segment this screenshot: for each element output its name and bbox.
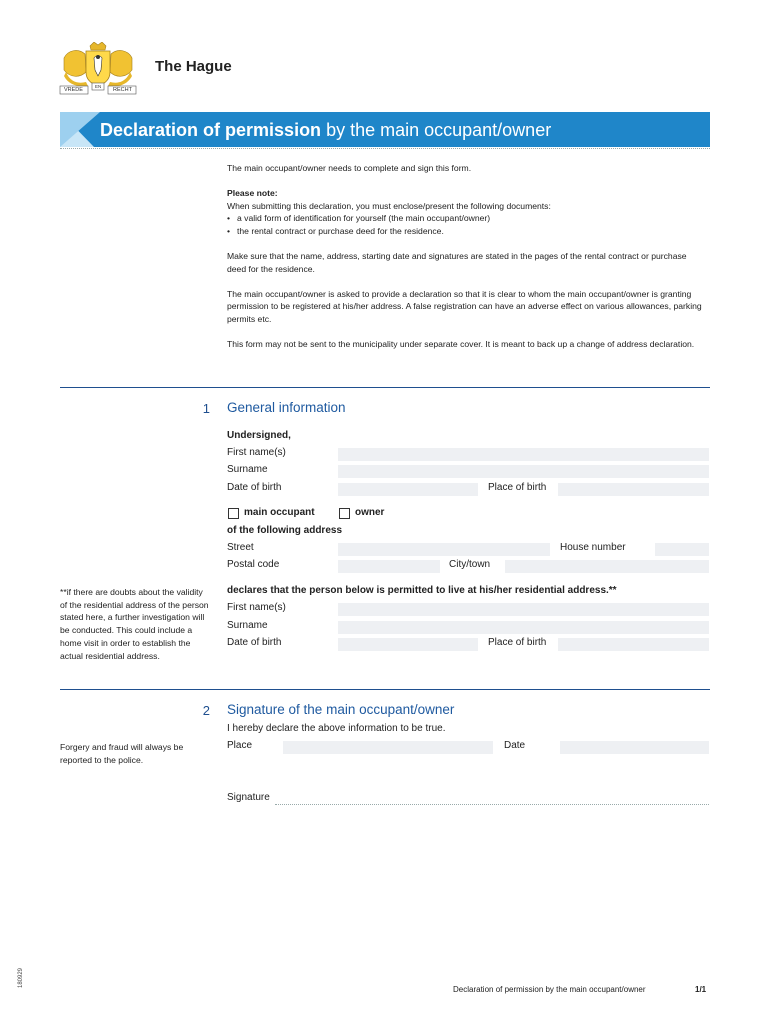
first-names-2-field[interactable]	[338, 603, 709, 616]
first-names-2-label: First name(s)	[227, 602, 286, 613]
postal-code-field[interactable]	[338, 560, 440, 573]
please-note-label: Please note:	[227, 188, 278, 199]
bullet-item: • a valid form of identification for yourself (the main occupant/owner)	[227, 213, 490, 223]
owner-label: owner	[355, 507, 385, 518]
declares-statement: declares that the person below is permitted to live at his/her residential address.**	[227, 585, 617, 596]
street-label: Street	[227, 542, 254, 553]
motto-vrede: VREDE	[64, 87, 83, 93]
intro-text	[227, 162, 707, 363]
section-2-title: Signature of the main occupant/owner	[227, 702, 455, 717]
date-of-birth-field[interactable]	[338, 483, 478, 496]
section-2-divider	[60, 689, 710, 690]
banner-dotted-line	[60, 148, 710, 149]
please-note-text: When submitting this declaration, you must enclose/present the following documents:	[227, 200, 551, 211]
date-field[interactable]	[560, 741, 709, 754]
intro-line: The main occupant/owner needs to complete and sign this form.	[227, 163, 472, 173]
first-names-field[interactable]	[338, 448, 709, 461]
place-field[interactable]	[283, 741, 493, 754]
city-town-label: City/town	[449, 559, 491, 570]
place-label: Place	[227, 740, 253, 751]
date-of-birth-2-label: Date of birth	[227, 637, 282, 648]
section-1-divider	[60, 387, 710, 388]
date-of-birth-2-field[interactable]	[338, 638, 478, 651]
footer-page-number: 1/1	[695, 985, 707, 994]
date-of-birth-label: Date of birth	[227, 482, 282, 493]
owner-checkbox[interactable]	[339, 508, 350, 519]
page-title-bold: Declaration of permission	[100, 120, 322, 140]
side-note-forgery: Forgery and fraud will always be reported to the police.	[60, 742, 184, 765]
surname-label: Surname	[227, 464, 268, 475]
signature-label: Signature	[227, 792, 270, 803]
place-of-birth-field[interactable]	[558, 483, 709, 496]
motto-recht: RECHT	[113, 87, 132, 93]
form-code: 180929	[18, 967, 24, 988]
motto-en: EN	[95, 84, 102, 89]
title-banner	[60, 112, 710, 147]
place-of-birth-label: Place of birth	[488, 482, 547, 493]
intro-paragraph-2: Make sure that the name, address, starting date and signatures are stated in the pages of the rental contract or purchase deed for the residence.	[227, 250, 687, 274]
section-1-title: General information	[227, 400, 346, 415]
page-title	[100, 120, 551, 141]
street-field[interactable]	[338, 543, 550, 556]
date-label: Date	[504, 740, 526, 751]
footer-document-title: Declaration of permission by the main occupant/owner	[453, 985, 646, 994]
postal-code-label: Postal code	[227, 559, 280, 570]
city-name: The Hague	[155, 58, 232, 75]
surname-2-label: Surname	[227, 620, 268, 631]
main-occupant-label: main occupant	[244, 507, 315, 518]
side-note-residential-check: **if there are doubts about the validity of the residential address of the person stated here, a further investigation will be conducted. This could include a home visit in order to establish the actual residential address.	[60, 587, 209, 661]
city-town-field[interactable]	[505, 560, 709, 573]
bullet-item: • the rental contract or purchase deed for the residence.	[227, 226, 444, 236]
city-coat-of-arms-logo	[58, 42, 138, 96]
undersigned-label: Undersigned,	[227, 430, 291, 441]
house-number-label: House number	[560, 542, 626, 553]
first-names-label: First name(s)	[227, 447, 286, 458]
signature-line[interactable]	[275, 804, 709, 805]
surname-2-field[interactable]	[338, 621, 709, 634]
following-address-label: of the following address	[227, 525, 343, 536]
place-of-birth-2-field[interactable]	[558, 638, 709, 651]
surname-field[interactable]	[338, 465, 709, 478]
section-2-number: 2	[202, 703, 210, 718]
place-of-birth-2-label: Place of birth	[488, 637, 547, 648]
main-occupant-checkbox[interactable]	[228, 508, 239, 519]
house-number-field[interactable]	[655, 543, 709, 556]
page-title-rest: by the main occupant/owner	[321, 120, 552, 140]
intro-paragraph-3: The main occupant/owner is asked to provide a declaration so that it is clear to whom the main occupant/owner is granting permission to be registered at his/her address. A false registration can have an adverse effect on various allowances, parking permits etc.	[227, 288, 702, 324]
declare-true-statement: I hereby declare the above information to be true.	[227, 723, 446, 734]
intro-paragraph-4: This form may not be sent to the municipality under separate cover. It is meant to back up a change of address declaration.	[227, 338, 695, 349]
section-1-number: 1	[202, 401, 210, 416]
